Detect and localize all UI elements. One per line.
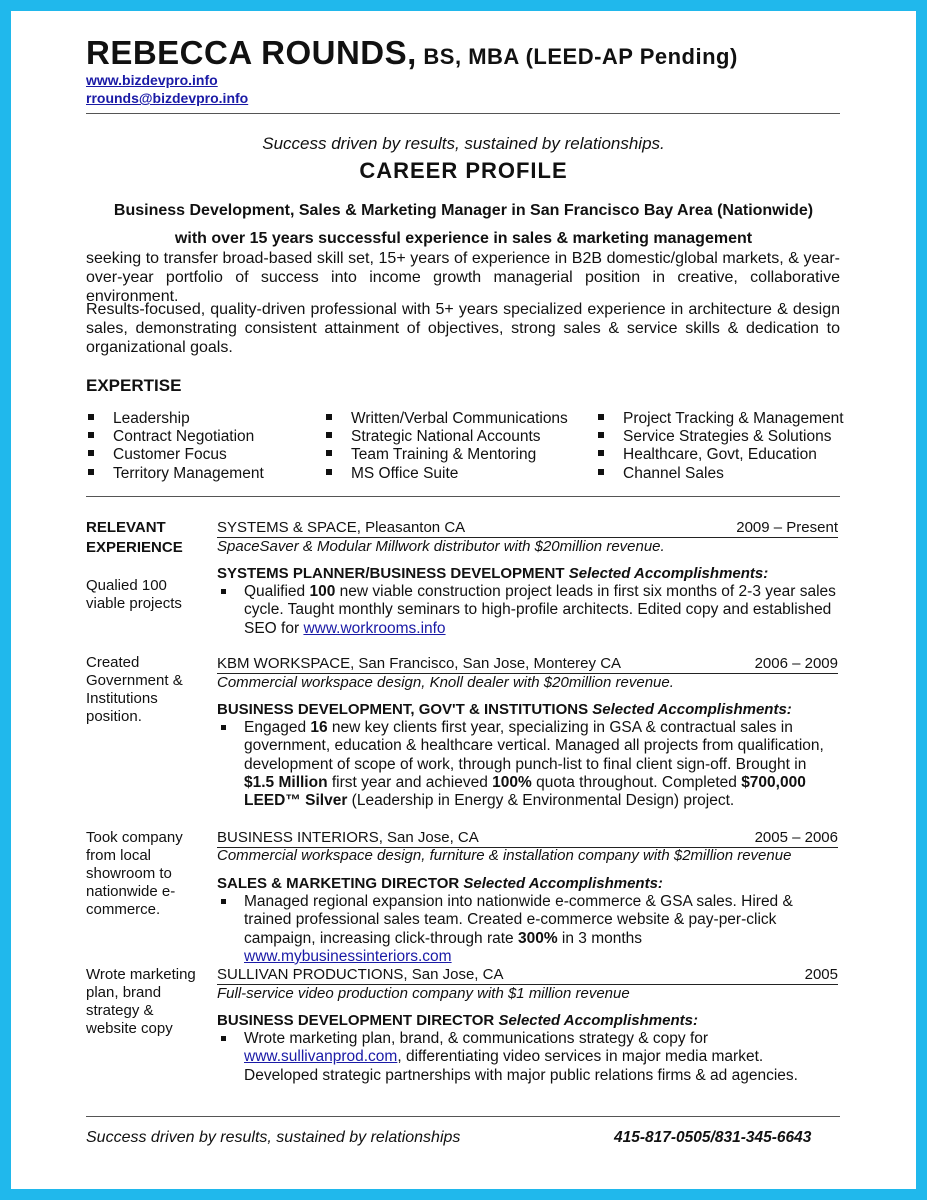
job-title: BUSINESS DEVELOPMENT DIRECTOR Selected Accomplishments: (217, 1012, 698, 1029)
job-accomplishment: Wrote marketing plan, brand, & communications strategy & copy for www.sullivanprod.com, differentiating video services in major media market. Developed strategic partnerships with major public relations firms & ad agencies. (244, 1030, 798, 1084)
bullet-icon (88, 469, 94, 475)
bullet-icon (326, 414, 332, 420)
job-dates: 2006 – 2009 (754, 655, 838, 672)
expertise-item-label: Customer Focus (113, 446, 227, 463)
job-accomplishment: Qualified 100 new viable construction project leads in first six months of 2-3 year sales cycle. Taught monthly seminars to high-profile architects. Edited copy and established SEO for www.workrooms.info (244, 583, 836, 637)
job-highlight (86, 577, 182, 613)
job-highlight-line: position. (86, 708, 142, 725)
expertise-item (326, 410, 568, 428)
job-highlight (86, 966, 196, 1038)
job-highlight-line: Institutions (86, 690, 158, 707)
job-highlight-line: plan, brand (86, 984, 162, 1001)
expertise-item (88, 465, 264, 483)
job-company-line (217, 519, 838, 538)
expertise-item-label: Service Strategies & Solutions (623, 428, 832, 445)
expertise-item (326, 465, 458, 483)
expertise-item (88, 446, 227, 464)
profile-subheadline: with over 15 years successful experience in sales & marketing management (174, 230, 753, 247)
expertise-item (598, 465, 724, 483)
job-highlight (86, 829, 183, 919)
job-accomplishment: Engaged 16 new key clients first year, specializing in GSA & contractual sales in government, education & healthcare vertical. Managed all projects from qualification, development of scope of work, through punch-list to final client sign-off. Brought in $1.5 Million first year and achieved 100% quota throughout. Completed $700,000 LEED™ Silver (Leadership in Energy & Environmental Design) project. (244, 719, 824, 810)
job-company-line (217, 966, 838, 985)
expertise-item-label: Project Tracking & Management (623, 410, 844, 427)
bullet-icon (598, 414, 604, 420)
bullet-icon (598, 469, 604, 475)
expertise-item-label: Team Training & Mentoring (351, 446, 537, 463)
job-highlight-line: Qualied 100 (86, 577, 167, 594)
job-highlight (86, 654, 183, 726)
job-title: SALES & MARKETING DIRECTOR Selected Accomplishments: (217, 875, 663, 892)
expertise-item-label: Channel Sales (623, 465, 724, 482)
job-website-link[interactable]: www.sullivanprod.com (244, 1048, 398, 1066)
email-link[interactable]: rrounds@bizdevpro.info (86, 90, 249, 106)
experience-label: RELEVANT EXPERIENCE (86, 519, 183, 556)
bullet-icon (221, 1036, 226, 1041)
expertise-item-label: MS Office Suite (351, 465, 459, 482)
job-website-link[interactable]: www.workrooms.info (303, 619, 446, 637)
expertise-item (88, 410, 190, 428)
expertise-item-label: Leadership (113, 410, 190, 427)
footer-phones: 415-817-0505/831-345-6643 (614, 1129, 812, 1146)
job-dates: 2005 – 2006 (754, 829, 838, 846)
job-title: BUSINESS DEVELOPMENT, GOV'T & INSTITUTIONS Selected Accomplishments: (217, 701, 792, 718)
job-description: Commercial workspace design, furniture & installation company with $2million revenue (217, 847, 792, 864)
bullet-icon (326, 432, 332, 438)
bullet-icon (326, 469, 332, 475)
job-company-line (217, 829, 838, 848)
profile-summary-1: seeking to transfer broad-based skill set, 15+ years of experience in B2B domestic/global markets, & year-over-year portfolio of success into income growth managerial position in creative, collaborative environment. (86, 250, 840, 305)
bullet-icon (326, 450, 332, 456)
expertise-item-label: Contract Negotiation (113, 428, 255, 445)
profile-headline: Business Development, Sales & Marketing Manager in San Francisco Bay Area (Nationwide) (113, 202, 814, 219)
expertise-item-label: Healthcare, Govt, Education (623, 446, 817, 463)
expertise-title: EXPERTISE (86, 376, 182, 395)
job-highlight-line: website copy (86, 1020, 173, 1037)
job-highlight-line: Wrote marketing (86, 966, 196, 983)
expertise-item-label: Written/Verbal Communications (351, 410, 568, 427)
job-highlight-line: showroom to (86, 865, 172, 882)
footer-tagline: Success driven by results, sustained by relationships (86, 1129, 461, 1146)
bullet-icon (221, 589, 226, 594)
profile-tagline: Success driven by results, sustained by relationships. (262, 134, 665, 153)
job-highlight-line: strategy & (86, 1002, 154, 1019)
expertise-divider (86, 496, 840, 497)
expertise-item (326, 428, 541, 446)
job-title: SYSTEMS PLANNER/BUSINESS DEVELOPMENT Selected Accomplishments: (217, 565, 769, 582)
job-dates: 2009 – Present (736, 519, 838, 536)
job-highlight-line: Took company (86, 829, 183, 846)
bullet-icon (88, 432, 94, 438)
expertise-item (598, 410, 844, 428)
job-highlight-line: commerce. (86, 901, 161, 918)
job-company: KBM WORKSPACE, San Francisco, San Jose, Monterey CA (217, 655, 622, 672)
bullet-icon (598, 450, 604, 456)
expertise-item (598, 446, 817, 464)
expertise-item (326, 446, 536, 464)
expertise-item (598, 428, 832, 446)
expertise-item-label: Strategic National Accounts (351, 428, 541, 445)
job-description: SpaceSaver & Modular Millwork distributor with $20million revenue. (217, 538, 665, 555)
job-highlight-line: nationwide e- (86, 883, 176, 900)
bullet-icon (221, 725, 226, 730)
website-link[interactable]: www.bizdevpro.info (86, 72, 218, 88)
expertise-item (88, 428, 254, 446)
job-company: SYSTEMS & SPACE, Pleasanton CA (217, 519, 466, 536)
career-profile-title: CAREER PROFILE (359, 158, 568, 183)
job-company-line (217, 655, 838, 674)
job-highlight-line: Created (86, 654, 140, 671)
job-company: BUSINESS INTERIORS, San Jose, CA (217, 829, 479, 846)
bullet-icon (88, 450, 94, 456)
profile-summary-2: Results-focused, quality-driven professional with 5+ years specialized experience in architecture & design sales, demonstrating consistent attainment of objectives, strong sales & service skills & dedication to organizational goals. (86, 301, 840, 356)
job-highlight-line: from local (86, 847, 152, 864)
expertise-item-label: Territory Management (113, 465, 264, 482)
job-dates: 2005 (804, 966, 838, 983)
job-website-link[interactable]: www.mybusinessinteriors.com (244, 947, 452, 965)
job-highlight-line: Government & (86, 672, 183, 689)
header-divider (86, 113, 840, 114)
bullet-icon (598, 432, 604, 438)
job-accomplishment: Managed regional expansion into nationwide e-commerce & GSA sales. Hired & trained professional sales team. Created e-commerce website & pay-per-click campaign, increasing click-through rate 300% in 3 months www.mybusinessinteriors.com (244, 893, 793, 965)
bullet-icon (88, 414, 94, 420)
bullet-icon (221, 899, 226, 904)
job-company: SULLIVAN PRODUCTIONS, San Jose, CA (217, 966, 504, 983)
footer-divider (86, 1116, 840, 1117)
job-description: Full-service video production company with $1 million revenue (217, 985, 630, 1002)
candidate-name: REBECCA ROUNDS, BS, MBA (LEED-AP Pending) (86, 34, 738, 71)
job-highlight-line: viable projects (86, 595, 182, 612)
job-description: Commercial workspace design, Knoll dealer with $20million revenue. (217, 674, 674, 691)
